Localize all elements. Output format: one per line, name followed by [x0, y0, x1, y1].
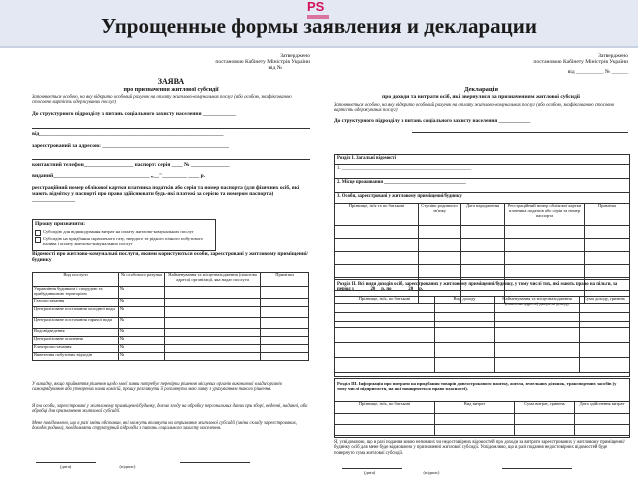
blank-line [32, 159, 310, 160]
blank-line [412, 132, 628, 133]
date-line [342, 468, 402, 469]
table-row [335, 239, 630, 252]
table-row [335, 414, 630, 425]
form-subtitle: про доходи та витрати осіб, які звернулися за призначенням житлової субсидії [382, 94, 580, 100]
request-title: Прошу призначити: [35, 221, 86, 227]
services-table [32, 272, 309, 361]
header-cell: Вид послуги [33, 273, 119, 287]
form-subtitle: про призначення житлової субсидії [123, 87, 219, 93]
table-row [335, 328, 630, 343]
table-row: Централізоване опалення № [33, 337, 309, 345]
section-title: Розділ ІІ. Всі види доходів осіб, зареєстрованих у житловому приміщенні/будинку, у тому числі тих, які мають право на пільги, за період з ______ 20__ р. по ______ 20__ р. [337, 282, 618, 293]
footer-paragraph: У випадку, якщо прийняття рішення щодо моєї заяви потребує перевірки рішення місцевих органів виконавчої влади/органів самоврядування або утворених ними комісій, прошу розглянути її розглянути мою заяву з урахуванням такого рішення. [32, 382, 282, 393]
table-row [335, 226, 630, 239]
table-row: Централізоване постачання холодної води № [33, 307, 309, 318]
approved-by: постановою Кабінету Міністрів України [215, 59, 310, 65]
service-name: Водовідведення [33, 329, 119, 337]
request-option: Субсидію для відшкодування витрат на оплату житлово-комунальних послуг [43, 229, 194, 234]
header-cell: Примітки [261, 273, 309, 287]
signature-line [180, 462, 250, 463]
table-row: Централізоване постачання гарячої води № [33, 318, 309, 329]
header-cell: Прізвище, ім'я, по батькові [335, 297, 435, 313]
approved-date: від __________ № ______ [567, 69, 628, 75]
service-name: Електропостачання [33, 345, 119, 353]
signature-line [502, 468, 572, 469]
section-title: Розділ І. Загальні відомості [337, 156, 397, 161]
section-3 [334, 378, 630, 438]
header-cell: № особового рахунка [119, 273, 165, 287]
service-name: Газопостачання [33, 299, 119, 307]
service-name: Управління будинком і спорудою та прибудинковою територією [33, 287, 119, 299]
table-row [335, 252, 630, 265]
header-cell: Реєстраційний номер облікової картки платника податків або серія та номер паспорта [505, 204, 585, 226]
section-2 [334, 279, 630, 377]
form-title: Декларація [463, 86, 498, 93]
header-cell: Сума витрат, гривень [515, 402, 575, 414]
from-field: від___________________________________________________________________ [32, 131, 224, 137]
divider [335, 178, 629, 179]
expenses-table [334, 401, 630, 436]
form-note: Заповнюється особою, на яку відкрито особовий рахунок на оплату житлово-комунальних послуг (або особою, зкафіксованою стосовно вартість одержуваних послуг) [32, 95, 292, 106]
declaration-form [332, 48, 630, 479]
table-row: Електропостачання № [33, 345, 309, 353]
application-form [30, 48, 312, 479]
slide-header [0, 0, 638, 48]
header-cell: Вид доходу [435, 297, 495, 313]
option-checkbox[interactable] [35, 230, 41, 236]
approved-label: Затверджено [598, 53, 628, 59]
divider [335, 192, 629, 193]
table-row: Газопостачання № [33, 299, 309, 307]
request-option: Субсидію на придбання скрапленого газу, твердого та рідкого пічного побутового палива і оплату житлово-комунальних послуг [43, 236, 203, 247]
blank-line [32, 128, 310, 129]
header-cell: Найменування та місцезнаходження (поштова адреса) організації, яка надає послуги [165, 273, 261, 287]
header-cell: Вид витрат [435, 402, 515, 414]
approved-date: від № [268, 65, 282, 71]
option-checkbox[interactable] [35, 237, 41, 243]
service-name: Централізоване постачання гарячої води [33, 318, 119, 329]
issued-field: виданий___________________________________ ,,__"_________ ____ р. [32, 173, 206, 179]
slide-title: Упрощенные формы заявления и декларации [101, 14, 537, 38]
section-line: 1. ______________________________________________________ [337, 166, 472, 171]
divider [335, 164, 629, 165]
phone-field: контактний телефон__________________ паспорт: серія ____ № ______________ [32, 162, 230, 168]
header-cell: Сума доходу, гривень [580, 297, 630, 313]
header-cell: Найменування та місцезнаходження (поштова адреса) джерела доходу [495, 297, 580, 313]
income-table [334, 296, 630, 373]
table-row [335, 313, 630, 328]
table-row: Управління будинком і спорудою та прибудинковою територією № [33, 287, 309, 299]
date-line [36, 462, 96, 463]
table-row [335, 265, 630, 278]
header-cell: Дата здійснення витрат [575, 402, 630, 414]
service-name: Централізоване постачання холодної води [33, 307, 119, 318]
approved-by: постановою Кабінету Міністрів України [533, 59, 628, 65]
signature-caption: (дата) (підпис) [364, 470, 440, 475]
address-field: зареєстрований за адресою: ______________________________________________ [32, 143, 229, 149]
header-cell: Примітка [585, 204, 630, 226]
service-name: Централізоване опалення [33, 337, 119, 345]
header-cell: Прізвище, ім'я, по батькові [335, 402, 435, 414]
table-row [335, 358, 630, 373]
table-row: Водовідведення № [33, 329, 309, 337]
table-row: Вивезення побутових відходів № [33, 353, 309, 361]
table-row [335, 425, 630, 436]
section-line: 2. Місце проживання __________________________________ [337, 180, 466, 185]
signature-caption: (дата) (підпис) [60, 464, 136, 469]
declaration-text: Я, усвідомлюю, що в разі подання мною неповних чи недостовірних відомостей про доходи за витрати зареєстрованих у житловому приміщенні/будинку осіб для мене буде відмовлено у призначенні житлової субсидії. Усвідомлюю, що в разі подання недостовірних відомостей буде повернуто сума житлової субсидії. [334, 440, 625, 456]
to-department: До структурного підрозділу з питань соціального захисту населення ____________ [334, 118, 531, 124]
header-cell: Дата народження [461, 204, 505, 226]
registration-number: реєстраційний номер облікової картки платника податків або серія та номер паспорта (для фізичних осіб, які мають відмітку у паспорті про право здійснювати будь-які платежі за серією та номером паспорта) ________________ [32, 185, 300, 204]
to-department: До структурного підрозділу з питань соціального захисту населення ____________ [32, 111, 236, 117]
ps-logo: PS [307, 0, 325, 14]
section-title: Розділ ІІІ. Інформація про витрати на придбання товарів довгострокового вжитку, житла, земельних ділянок, транспортних засобів (у тому числі підприємств, на які поширюється право власності). [337, 381, 617, 392]
table-row [335, 343, 630, 358]
request-box [32, 219, 216, 251]
footer-paragraph: Мене повідомлено, що в разі зміни обставин, які можуть вплинути на отримання житлової субсидії (зміна складу зареєстрованих, доходів родини), повідомляти структурний підрозділ з питань соціального захисту населення. [32, 421, 297, 432]
footer-paragraph: Я та особи, зареєстровані у житловому приміщенні/будинку, даємо згоду на обробку персональних даних при зборі, веденні, наданні, або обробці для призначення житлової субсидії. [32, 404, 308, 415]
service-name: Вивезення побутових відходів [33, 353, 119, 361]
header-cell: Прізвище, ім'я та по батькові [335, 204, 419, 226]
header-cell: Ступінь родинного зв'язку [419, 204, 461, 226]
section-line: 3. Особи, зареєстровані у житловому приміщенні/будинку [337, 194, 462, 199]
approved-label: Затверджено [280, 53, 310, 59]
services-info: Відомості про житлово-комунальні послуги, якими користуються особи, зареєстровані у житловому приміщенні/будинку [32, 251, 308, 264]
form-title: ЗАЯВА [157, 77, 185, 86]
form-note: Заповнюється особою, на яку відкрито особовий рахунок на оплату житлово-комунальних послуг (або особою, зкафіксованою стосовно вартість одержуваних послуг) [334, 103, 615, 114]
